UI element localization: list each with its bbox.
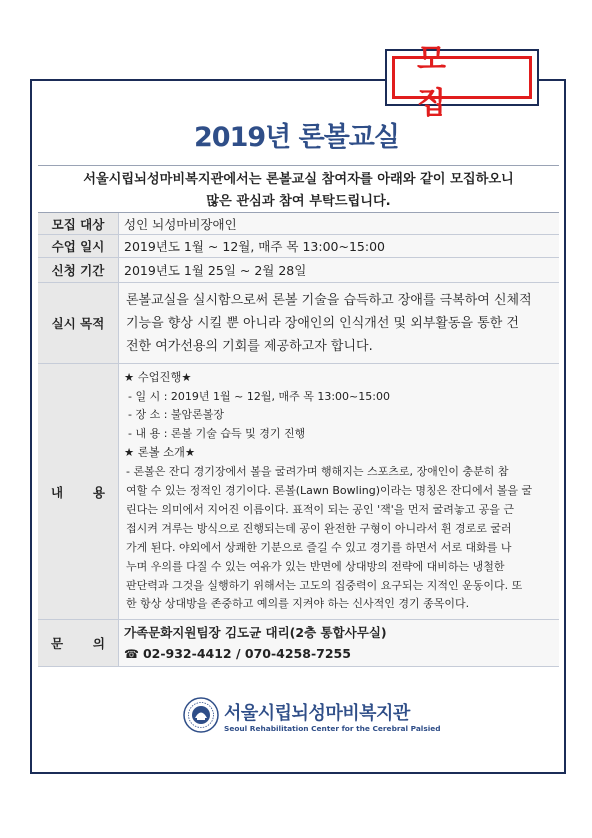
intro-paragraph-line: 누며 우의를 다질 수 있는 여유가 있는 반면에 상대방의 전략에 대비하는 냉철한 <box>126 559 505 573</box>
recruit-badge-text: 모 집 <box>392 56 532 99</box>
class-content-line: - 내 용 : 론볼 기술 습득 및 경기 진행 <box>128 427 306 441</box>
row-apply <box>38 258 559 283</box>
organization-english-name: Seoul Rehabilitation Center for the Cerebral Palsied <box>224 724 441 733</box>
purpose-line: 전한 여가선용의 기회를 제공하고자 합니다. <box>126 338 373 354</box>
apply-label: 신청 기간 <box>38 258 119 283</box>
intro-paragraph-line: 판단력과 그것을 실행하기 위해서는 고도의 집중력이 요구되는 지적인 운동이다. 또 <box>126 578 523 592</box>
row-content <box>38 364 559 620</box>
intro-paragraph-line: 접시켜 겨루는 방식으로 진행되는데 공이 완전한 구형이 아니라서 휜 경로로 굴러 <box>126 521 512 535</box>
target-label: 모집 대상 <box>38 213 119 235</box>
content-value <box>119 364 560 620</box>
row-contact <box>38 620 559 667</box>
class-date-line: - 일 시 : 2019년 1월 ~ 12월, 매주 목 13:00~15:00 <box>128 389 390 403</box>
contact-person: 가족문화지원팀장 김도균 대리(2층 통합사무실) <box>124 624 387 640</box>
intro-paragraph-line: 여할 수 있는 정적인 경기이다. 론볼(Lawn Bowling)이라는 명칭은 잔디에서 볼을 굴 <box>126 484 533 498</box>
intro-paragraph-line: 한 항상 상대방을 존중하고 예의를 지켜야 하는 신사적인 경기 종목이다. <box>126 597 470 611</box>
contact-phone: 02-932-4412 / 070-4258-7255 <box>142 645 351 661</box>
content-label-char: 내 <box>51 484 64 500</box>
purpose-value <box>119 283 560 364</box>
contact-value <box>119 620 560 667</box>
content-label <box>38 364 119 620</box>
class-progress-heading: ★ 수업진행★ <box>124 370 192 384</box>
emblem-icon <box>183 697 219 733</box>
intro-line-1: 서울시립뇌성마비복지관에서는 론볼교실 참여자를 아래와 같이 모집하오니 <box>83 172 514 187</box>
target-value: 성인 뇌성마비장애인 <box>119 213 560 235</box>
contact-phone-line <box>124 643 554 665</box>
organization-logo <box>183 697 441 737</box>
row-schedule <box>38 235 559 258</box>
lawnbowl-intro-heading: ★ 론볼 소개★ <box>124 446 196 460</box>
phone-icon: ☎ <box>124 646 139 661</box>
organization-name: 서울시립뇌성마비복지관 <box>224 703 410 724</box>
purpose-line: 기능을 향상 시킬 뿐 아니라 장애인의 인식개선 및 외부활동을 통한 건 <box>126 315 519 331</box>
row-purpose <box>38 283 559 364</box>
contact-label-char: 의 <box>92 636 105 651</box>
intro-line-2: 많은 관심과 참여 부탁드립니다. <box>206 194 391 209</box>
content-label-char: 용 <box>92 484 105 500</box>
purpose-line: 론볼교실을 실시함으로써 론볼 기술을 습득하고 장애를 극복하여 신체적 <box>126 292 532 308</box>
contact-label-char: 문 <box>51 636 64 651</box>
schedule-label: 수업 일시 <box>38 235 119 258</box>
contact-label <box>38 620 119 667</box>
purpose-label: 실시 목적 <box>38 283 119 364</box>
intro-text <box>38 165 559 213</box>
recruit-badge <box>385 41 539 121</box>
row-target <box>38 213 559 235</box>
intro-paragraph-line: 린다는 의미에서 지어진 이름이다. 표적이 되는 공인 '잭'을 먼저 굴려놓고 공을 근 <box>126 502 515 516</box>
page-title: 2019년 론볼교실 <box>194 122 399 153</box>
class-place-line: - 장 소 : 불암론볼장 <box>128 408 225 422</box>
info-table <box>38 213 559 667</box>
intro-paragraph-line: - 론볼은 잔디 경기장에서 볼을 굴려가며 행해지는 스포츠로, 장애인이 충분히 참 <box>126 465 509 479</box>
schedule-value: 2019년도 1월 ~ 12월, 매주 목 13:00~15:00 <box>119 235 560 258</box>
intro-paragraph-line: 가게 된다. 야외에서 상쾌한 기분으로 즐길 수 있고 경기를 하면서 서로 대화를 나 <box>126 540 512 554</box>
apply-value: 2019년도 1월 25일 ~ 2월 28일 <box>119 258 560 283</box>
